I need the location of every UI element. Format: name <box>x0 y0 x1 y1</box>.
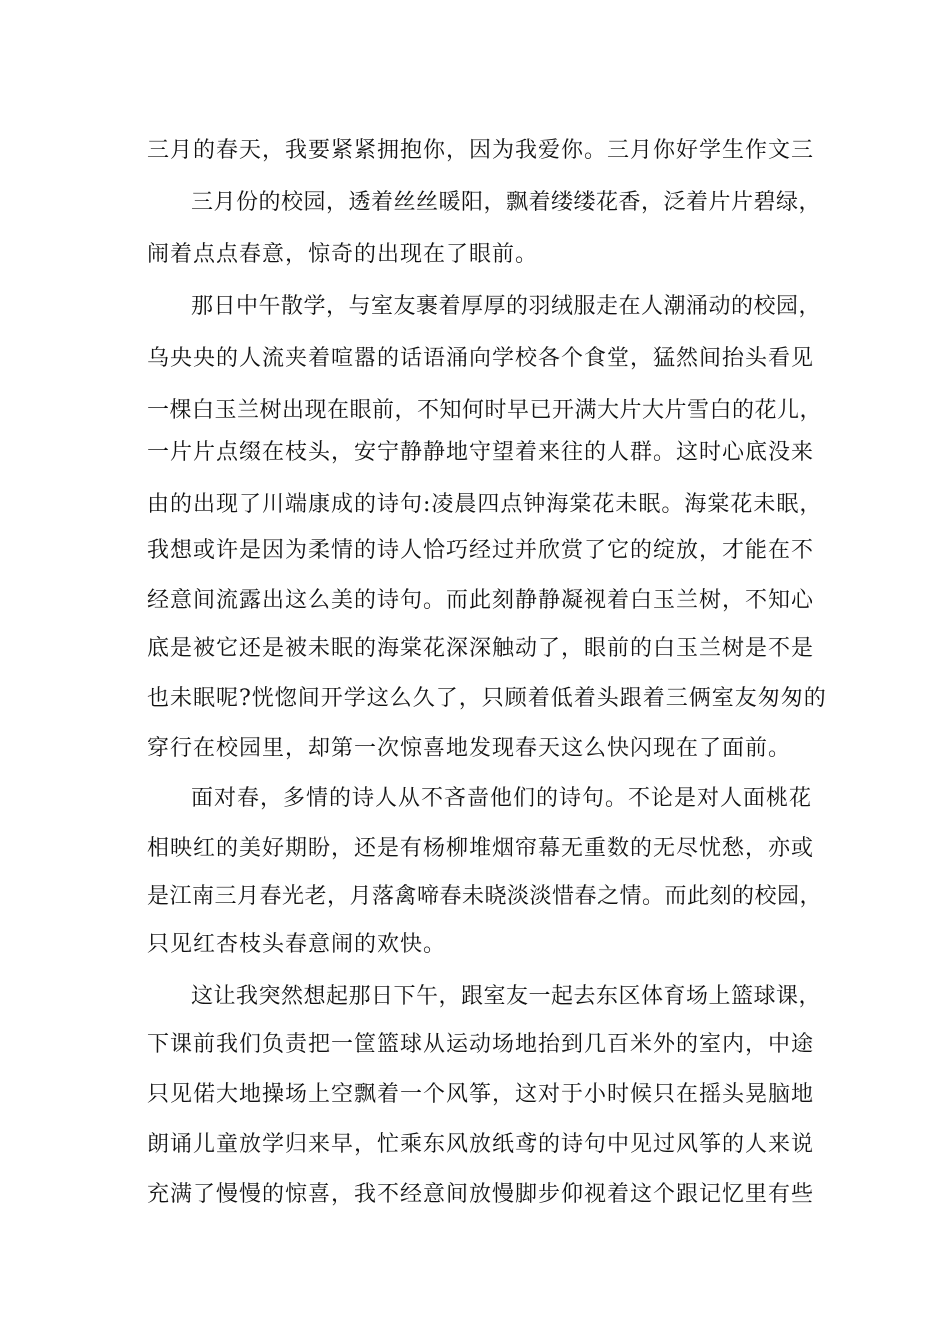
text-line: 由的出现了川端康成的诗句:凌晨四点钟海棠花未眠。海棠花未眠， <box>147 492 823 517</box>
text-line: 穿行在校园里，却第一次惊喜地发现春天这么快闪现在了面前。 <box>147 736 792 761</box>
text-line: 乌央央的人流夹着喧嚣的话语涌向学校各个食堂，猛然间抬头看见 <box>147 346 815 371</box>
text-line: 三月的春天，我要紧紧拥抱你，因为我爱你。三月你好学生作文三 <box>147 138 815 163</box>
text-line: 经意间流露出这么美的诗句。而此刻静静凝视着白玉兰树，不知心 <box>147 588 815 613</box>
text-line: 一棵白玉兰树出现在眼前，不知何时早已开满大片大片雪白的花儿， <box>147 398 823 423</box>
paragraph-first-line: 那日中午散学，与室友裹着厚厚的羽绒服走在人潮涌动的校园， <box>191 294 822 319</box>
text-line: 是江南三月春光老，月落禽啼春未晓淡淡惜春之情。而此刻的校园， <box>147 884 823 909</box>
text-line: 只见红杏枝头春意闹的欢快。 <box>147 932 447 957</box>
text-line: 一片片点缀在枝头，安宁静静地守望着来往的人群。这时心底没来 <box>147 440 815 465</box>
paragraph-first-line: 这让我突然想起那日下午，跟室友一起去东区体育场上篮球课， <box>191 984 822 1009</box>
text-line: 也未眠呢?恍惚间开学这么久了，只顾着低着头跟着三俩室友匆匆的 <box>147 686 827 711</box>
paragraph-first-line: 三月份的校园，透着丝丝暖阳，飘着缕缕花香，泛着片片碧绿， <box>191 190 822 215</box>
text-line: 我想或许是因为柔情的诗人恰巧经过并欣赏了它的绽放，才能在不 <box>147 538 815 563</box>
text-line: 相映红的美好期盼，还是有杨柳堆烟帘幕无重数的无尽忧愁，亦或 <box>147 836 815 861</box>
paragraph-first-line: 面对春，多情的诗人从不吝啬他们的诗句。不论是对人面桃花 <box>191 786 813 811</box>
text-line: 闹着点点春意，惊奇的出现在了眼前。 <box>147 242 539 267</box>
text-line: 只见偌大地操场上空飘着一个风筝，这对于小时候只在摇头晃脑地 <box>147 1082 815 1107</box>
text-line: 充满了慢慢的惊喜，我不经意间放慢脚步仰视着这个跟记忆里有些 <box>147 1182 815 1207</box>
text-line: 下课前我们负责把一筐篮球从运动场地抬到几百米外的室内，中途 <box>147 1032 815 1057</box>
text-line: 朗诵儿童放学归来早，忙乘东风放纸鸢的诗句中见过风筝的人来说 <box>147 1132 815 1157</box>
text-line: 底是被它还是被未眠的海棠花深深触动了，眼前的白玉兰树是不是 <box>147 636 815 661</box>
